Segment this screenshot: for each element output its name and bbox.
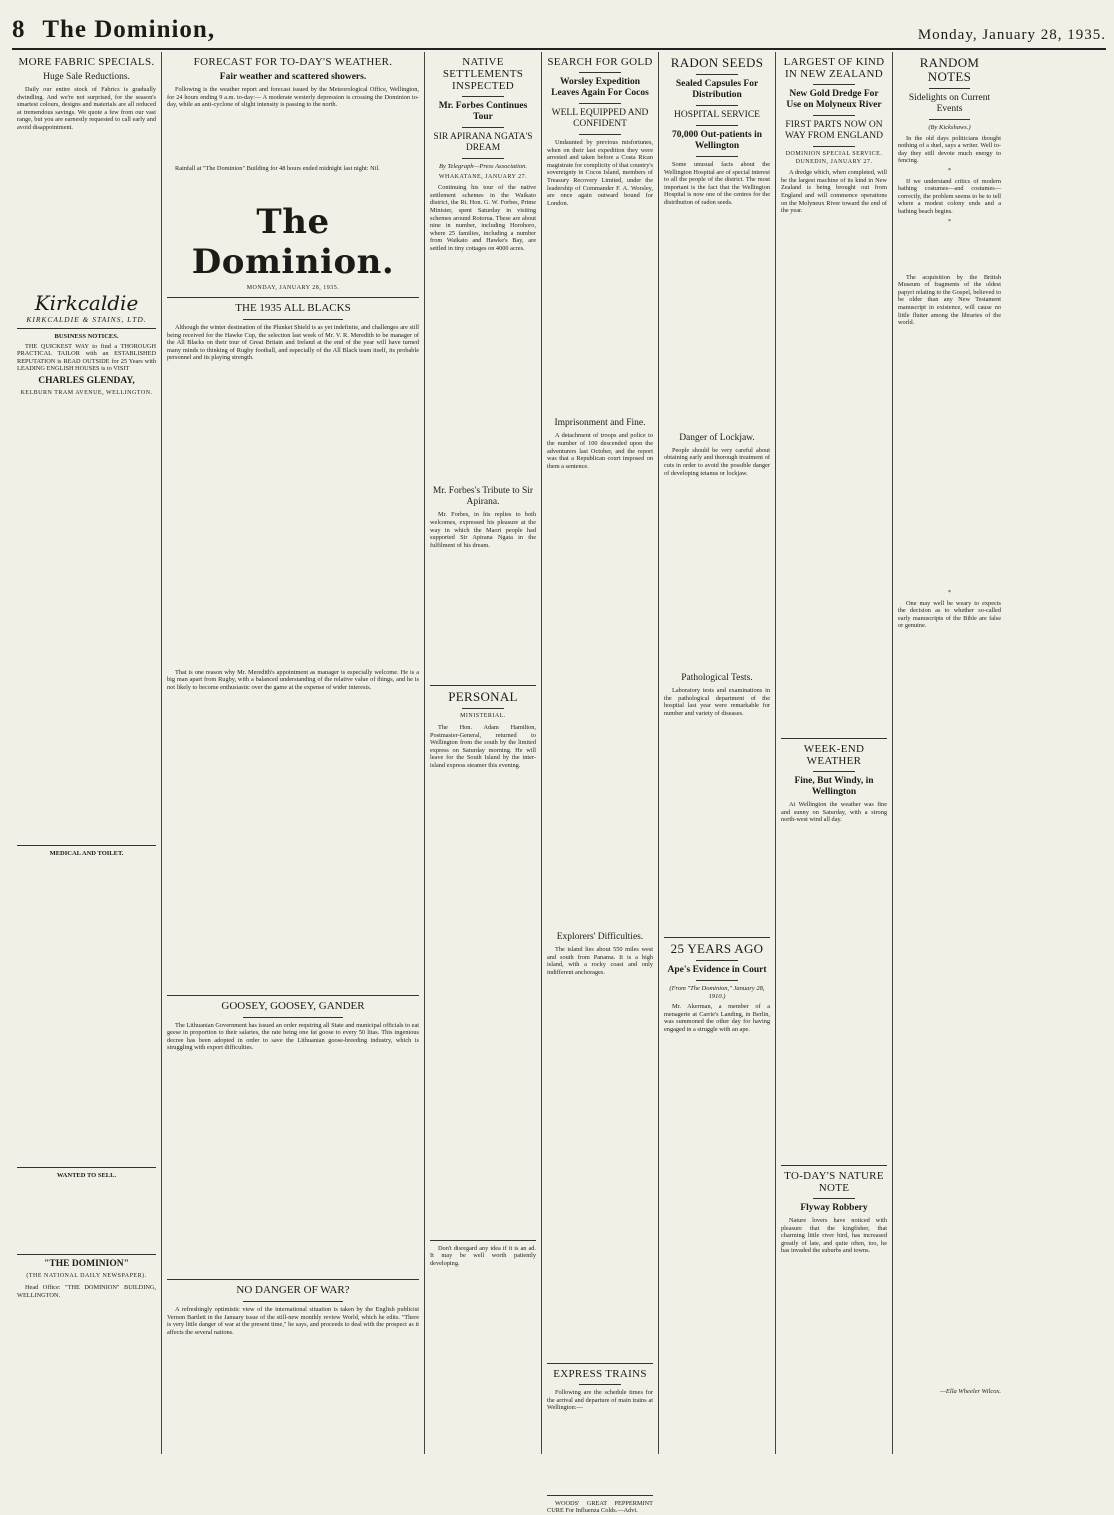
pathological-body: Laboratory tests and examinations in the pathological department of the hospital last year were remarkable for number and variety of diseases. (664, 687, 770, 717)
random-notes-headline: RANDOM NOTES (919, 55, 980, 84)
column-editorial (162, 52, 425, 1454)
poem-signature: —Ella Wheeler Wilcox. (940, 1387, 1001, 1395)
gold-body: Undaunted by previous misfortunes, when on their last expedition they were arrested and taken before a Costa Rican magistrate for complicity of that country's sovereignty in Cocos Island, members of Treasury Recovery Limited, under the leadership of Commander F. A. Worsley, are once again outward bound for London. (547, 139, 653, 207)
radon-filler (664, 210, 770, 430)
divider (929, 119, 970, 120)
third-leader-body: A refreshingly optimistic view of the international situation is taken by the English publicist Vernon Bartlett in the January issue of the still-new monthly review World, which he edits. "There is very little danger of war at the present time," he says, and proceeds to deal with the prospect as it affects the several nations. (167, 1306, 419, 1336)
divider (243, 1301, 344, 1302)
columns (12, 52, 1106, 1515)
leader-body: Although the winter destination of the Plunket Shield is as yet indefinite, and challenges are still being received for the Hawke Cup, the selection last week of Mr. V. R. Meredith to be manager of the All Blacks on their tour of Great Britain and Ireland at the end of the year will have turned many minds to thinking of Rugby football, and especially of the All Black team itself, its probable personnel and its playing strength. (167, 323, 419, 362)
column-advertisements (12, 52, 162, 1454)
divider (547, 1363, 653, 1364)
divider (781, 738, 887, 739)
divider (17, 1167, 156, 1168)
explorers-head: Explorers' Difficulties. (556, 931, 644, 942)
second-leader-headline: GOOSEY, GOOSEY, GANDER (221, 999, 365, 1012)
radon-subhead: Sealed Capsules For Distribution (675, 79, 759, 100)
random-notes-body-2: If we understand critics of modern bathing costumes—and costumes—correctly, the problem seems to be to tell where a modest colony ends and a bathing beach begins. (898, 177, 1001, 215)
divider (167, 297, 419, 298)
native-filler (430, 256, 536, 484)
tribute-head: Mr. Forbes's Tribute to Sir Apirana. (432, 486, 534, 508)
paper-info-sub: (THE NATIONAL DAILY NEWSPAPER). (26, 1273, 147, 1280)
divider (579, 1384, 621, 1385)
weather-forecast-headline: FORECAST FOR TO-DAY'S WEATHER. (193, 56, 393, 68)
weather-forecast-body: Following is the weather report and forecast issued by the Meteorological Office, Wellington, for 24 hours ending 9 a.m. to-day:— A moderate westerly depression is crossing the Dominion to-day, while an anti-cyclone of slight intensity is passing to the north. (167, 86, 419, 109)
divider (929, 88, 970, 89)
divider (243, 1017, 344, 1018)
page-number: 8 (12, 16, 26, 43)
native-body: Continuing his tour of the native settlement schemes in the Waikato district, the Rt. Hon. G. W. Forbes, Prime Minister, spent Saturday in visiting schemes around Rotorua. These are about nine in number, including Horohoro, where 25 families, including a number from Waikato and Hawke's Bay, are settled in tiny cottages on 4000 acres. (430, 184, 536, 252)
divider (813, 1198, 855, 1199)
random-notes-body: In the old days politicians thought nothing of a duel, says a writer. Well to-day they still devote much energy to fencing. (898, 134, 1001, 165)
native-byline: By Telegraph—Press Association. (438, 163, 528, 170)
tribute-body: Mr. Forbes, in his replies to both welcomes, expressed his pleasure at the way in which the Maori people had supported Sir Apirana Ngata in the fulfilment of his dream. (430, 511, 536, 549)
nameplate: The Dominion. (191, 202, 395, 283)
explorers-filler (547, 979, 653, 1359)
divider (17, 845, 156, 846)
years-ago-headline: 25 YEARS AGO (670, 941, 764, 956)
divider (579, 103, 621, 104)
years-ago-body: Mr. Akerman, a member of a menagerie at Carrie's Landing, in Berlin, was summoned the other day for having engaged in a struggle with an ape. (664, 1003, 770, 1033)
native-headline: NATIVE SETTLEMENTS INSPECTED (442, 56, 524, 92)
random-notes-subhead: Sidelights on Current Events (908, 93, 991, 114)
divider (696, 74, 738, 75)
column-radon-seeds (659, 52, 776, 1454)
personal-headline: PERSONAL (448, 689, 518, 705)
divider (430, 1240, 536, 1241)
native-dateline: WHAKATANE, JANUARY 27. (438, 173, 528, 180)
second-leader-body: The Lithuanian Government has issued an order requiring all State and municipal officials to eat geese in proportion to their salaries, the rate being one fat goose to every 50 litas. This ingenious decree has been adopted in order to save the Lithuanian goose-breeding industry, which is struggling with export difficulties. (167, 1021, 419, 1052)
divider (696, 960, 738, 961)
divider (813, 771, 855, 772)
trains-filler (547, 1415, 653, 1491)
ad-subhead: Huge Sale Reductions. (43, 72, 130, 82)
column-search-for-gold (542, 52, 659, 1515)
notices-filler (17, 401, 156, 841)
business-notices-body: THE QUICKEST WAY to find a THOROUGH PRACTICAL TAILOR with an ESTABLISHED REPUTATION is READ OUTSIDE for 25 Years with LEADING ENGLISH HOUSES is to VISIT (17, 342, 156, 373)
ad-signature: Kirkcaldie (34, 291, 139, 316)
lockjaw-body: People should be very careful about obtaining early and thorough treatment of cuts in order to avoid the possible danger of developing tetanus or lockjaw. (664, 446, 770, 477)
peppermint-advert: WOODS' GREAT PEPPERMINT CURE For Influenza Colds.—Advt. (547, 1499, 653, 1515)
weather-filler (781, 827, 887, 1161)
imprisonment-filler (547, 473, 653, 929)
dredge-subhead: New Gold Dredge For Use on Molyneux River (786, 89, 882, 110)
radon-body: Some unusual facts about the Wellington Hospital are of special interest to all the people of the district. The most important is the fact that the Wellington Hospital is now one of the centres for the distribution of radon seeds. (664, 161, 770, 206)
divider (430, 685, 536, 686)
tailor-name: CHARLES GLENDAY, (38, 376, 135, 386)
tribute-filler (430, 552, 536, 681)
paper-name: The Dominion, (42, 16, 216, 43)
dredge-headline: LARGEST OF KIND IN NEW ZEALAND (783, 56, 885, 80)
paper-info-head: "THE DOMINION" (44, 1259, 129, 1270)
explorers-body: The island lies about 550 miles west and south from Panama. It is a high island, with a rocky coast and only indifferent anchorages. (547, 945, 653, 976)
personal-filler (430, 773, 536, 1236)
divider (579, 72, 621, 73)
wanted-filler (17, 1182, 156, 1250)
divider (17, 1254, 156, 1255)
lockjaw-filler (664, 480, 770, 670)
editorial-date: MONDAY, JANUARY 28, 1935. (246, 285, 340, 292)
wanted-to-sell-head: WANTED TO SELL. (56, 1172, 117, 1180)
notes-filler-3 (898, 633, 1001, 1385)
random-notes-body-3: The acquisition by the British Museum of fragments of the oldest papyri relating to the Gospel, believed to be older than any New Testament manuscript in existence, will cause no little flutter among the libraries of the world. (898, 273, 1001, 327)
divider (813, 115, 855, 116)
paragraph-separator: * (948, 590, 951, 597)
express-trains-headline: EXPRESS TRAINS (553, 1368, 647, 1381)
divider (696, 980, 738, 981)
nature-note-body: Nature lovers have noticed with pleasure that the kingfisher, that charming little river bird, has increased greatly of late, and quite often, too, he has invaded the suburbs and towns. (781, 1217, 887, 1255)
nature-note-subhead: Flyway Robbery (800, 1203, 868, 1214)
leader-filler-2 (167, 694, 419, 990)
random-notes-body-4: One may well be weary to expects the decision as to whether so-called early manuscripts of the Bible are false or genuine. (898, 599, 1001, 630)
divider (17, 328, 156, 329)
paragraph-separator: * (948, 167, 951, 174)
random-notes-byline: (By Kickshaws.) (928, 124, 971, 131)
medical-filler (17, 860, 156, 1164)
leader-filler (167, 365, 419, 669)
divider (579, 134, 621, 135)
issue-date: Monday, January 28, 1935. (917, 27, 1106, 43)
imprisonment-head: Imprisonment and Fine. (554, 418, 646, 429)
business-notices-head: BUSINESS NOTICES. (54, 333, 119, 341)
divider (813, 146, 855, 147)
rainfall-filler (167, 176, 419, 199)
masthead (12, 6, 1106, 50)
paper-office: Head Office: "THE DOMINION" BUILDING, WELLINGTON. (17, 1283, 156, 1299)
third-leader-headline: NO DANGER OF WAR? (236, 1284, 350, 1297)
divider (664, 937, 770, 938)
ad-body: Daily our entire stock of Fabrics is gradually dwindling. And we're not surprised, for the season's smartest colours, designs and materials are all reduced at tremendous savings. We quote a few from our vast range, but you are earnestly requested to call early and avoid disappointment. (17, 86, 156, 131)
nature-note-headline: TO-DAY'S NATURE NOTE (784, 1170, 884, 1195)
ministerial-head: MINISTERIAL. (460, 713, 506, 720)
divider (462, 96, 504, 97)
dredge-dateline: DOMINION SPECIAL SERVICE. DUNEDIN, JANUARY 27. (785, 151, 883, 165)
column-gold-dredge (776, 52, 893, 1454)
ad-firm-name: KIRKCALDIE & STAINS, LTD. (26, 315, 147, 325)
masthead-title (12, 16, 215, 44)
pathological-head: Pathological Tests. (681, 673, 753, 683)
weekend-weather-body: At Wellington the weather was fine and sunny on Saturday, with a strong north-west wind all day. (781, 801, 887, 824)
divider (462, 127, 504, 128)
gold-filler (547, 210, 653, 415)
divider (243, 319, 344, 320)
ad-headline: MORE FABRIC SPECIALS. (18, 56, 155, 68)
divider (547, 1495, 653, 1496)
notes-filler (898, 228, 1001, 274)
weekend-weather-headline: WEEK-END WEATHER (803, 743, 865, 768)
imprisonment-body: A detachment of troops and police to the number of 100 descended upon the adventurers last October, and the report was that a Republican court imposed on them a sentence. (547, 432, 653, 470)
leader-headline: THE 1935 ALL BLACKS (235, 301, 351, 314)
lockjaw-head: Danger of Lockjaw. (679, 432, 755, 443)
gold-subhead: Worsley Expedition Leaves Again For Cocos (551, 77, 649, 98)
divider (696, 105, 738, 106)
tailor-address: KELBURN TRAM AVENUE, WELLINGTON. (20, 390, 153, 396)
years-ago-subhead: Ape's Evidence in Court (667, 965, 767, 975)
closing-advert: Don't disregard any idea if it is an ad. It may be well worth patiently developing. (430, 1244, 536, 1267)
weekend-weather-subhead: Fine, But Windy, in Wellington (794, 776, 874, 798)
radon-subhead-3: 70,000 Out-patients in Wellington (672, 130, 762, 151)
divider (462, 708, 504, 709)
radon-headline: RADON SEEDS (670, 55, 764, 70)
leader-body-2: That is one reason why Mr. Meredith's appointment as manager is especially welcome. He is a big man apart from Rugby, with a balanced understanding of the relative value of things, and he is not likely to become enthusiastic over the game at the expense of wider interests. (167, 668, 419, 691)
divider (696, 125, 738, 126)
express-trains-body: Following are the schedule times for the arrival and departure of main trains at Wellington:— (547, 1389, 653, 1412)
years-ago-source: (From "The Dominion," January 28, 1910.) (669, 985, 765, 1000)
forecast-filler (167, 112, 419, 165)
personal-body: The Hon. Adam Hamilton, Postmaster-General, returned to Wellington from the south by the limited express on Saturday morning. He will leave for the South Island by the inter-island express steamer this evening. (430, 724, 536, 769)
divider (813, 84, 855, 85)
radon-subhead-2: HOSPITAL SERVICE (673, 110, 760, 120)
divider (167, 1279, 419, 1280)
native-subhead-2: SIR APIRANA NGATA'S DREAM (433, 132, 533, 153)
divider (781, 1165, 887, 1166)
dredge-body: A dredge which, when completed, will be the largest machine of its kind in New Zealand is being brought out from England and will commence operations on the Molyneux River toward the end of the year. (781, 169, 887, 215)
native-subhead: Mr. Forbes Continues Tour (438, 101, 528, 122)
divider (696, 156, 738, 157)
dredge-filler (781, 218, 887, 734)
column-random-notes (893, 52, 1006, 1454)
rainfall-note: Rainfall at "The Dominion" Building for 48 hours ended midnight last night: Nil. (175, 164, 380, 172)
gold-headline: SEARCH FOR GOLD (547, 56, 653, 68)
dredge-subhead-2: FIRST PARTS NOW ON WAY FROM ENGLAND (785, 120, 883, 141)
paragraph-separator: * (948, 218, 951, 225)
gold-subhead-2: WELL EQUIPPED AND CONFIDENT (551, 108, 649, 129)
divider (167, 995, 419, 996)
notes-filler-2 (898, 330, 1001, 588)
divider (462, 158, 504, 159)
second-filler (167, 1055, 419, 1275)
medical-toilet-head: MEDICAL AND TOILET. (49, 850, 124, 858)
pathological-filler (664, 720, 770, 933)
column-native-settlements (425, 52, 542, 1454)
weather-forecast-subhead: Fair weather and scattered showers. (219, 72, 367, 82)
ad-filler (17, 135, 156, 287)
